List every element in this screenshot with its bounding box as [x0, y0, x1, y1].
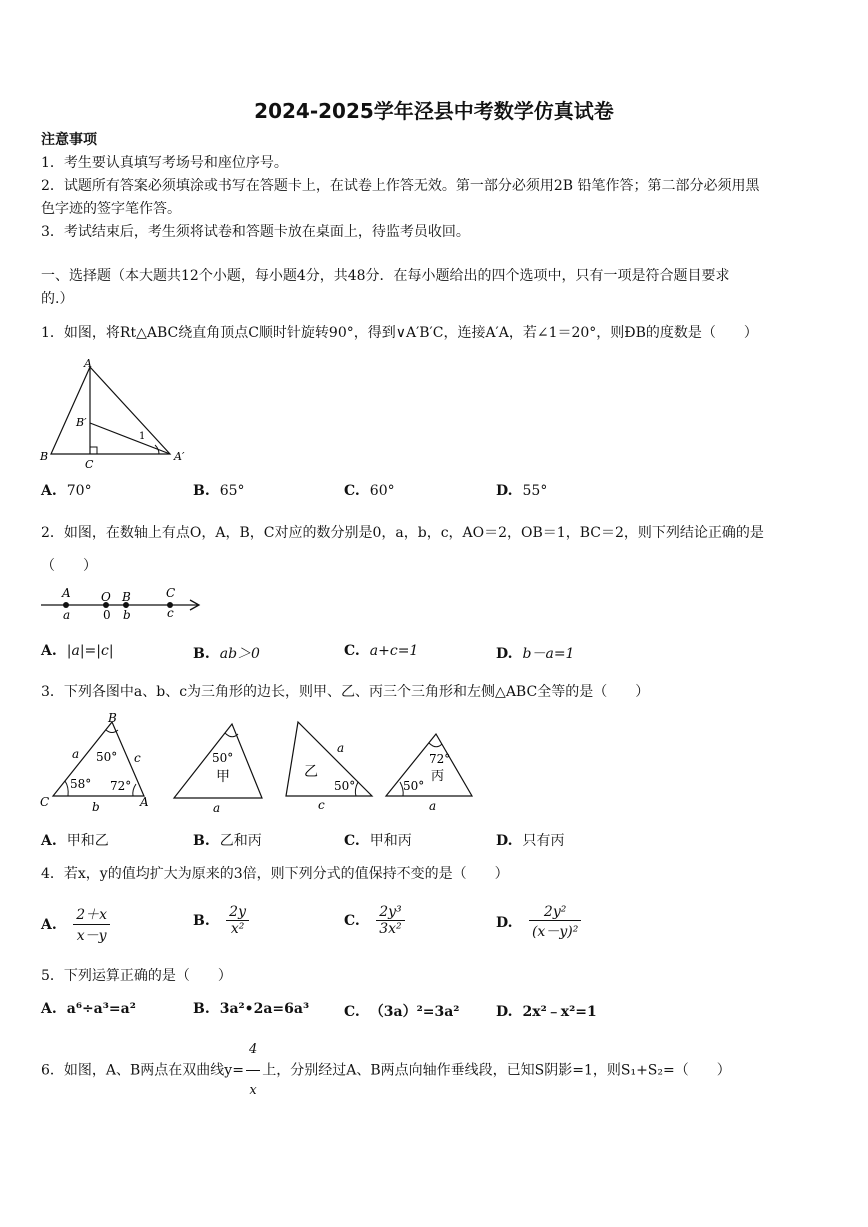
q3-jia-label: 甲: [216, 769, 230, 785]
q5-option-d[interactable]: D. 2x²﹣x²=1: [496, 1004, 597, 1020]
q3-side-a: a: [72, 747, 80, 761]
q1-options: [41, 483, 831, 507]
q3-angle-58: 58°: [70, 777, 92, 791]
q1-label-a: A: [84, 357, 92, 370]
q3-label-b: B: [108, 711, 117, 725]
q5-stem: 5．下列运算正确的是（ ）: [41, 968, 232, 984]
exam-title: 2024-2025学年泾县中考数学仿真试卷: [254, 99, 614, 123]
q3-stem: 3．下列各图中a、b、c为三角形的边长，则甲、乙、丙三个三角形和左侧△ABC全等的是（ ）: [41, 684, 650, 700]
q2-label-b-point: B: [122, 590, 131, 604]
q3-options: [41, 830, 831, 854]
notice-item: 1．考生要认真填写考场号和座位序号。: [41, 155, 288, 171]
q3-label-c: C: [40, 795, 50, 809]
q2-label-o-point: O: [101, 590, 111, 604]
notice-item: 3．考试结束后，考生须将试卷和答题卡放在桌面上，待监考员收回。: [41, 224, 470, 240]
q2-option-c[interactable]: C. a+c=1: [344, 643, 419, 659]
q1-label-b: B: [40, 450, 49, 463]
q2-options: [41, 643, 831, 667]
q1-option-b[interactable]: B. 65°: [193, 483, 245, 499]
q2-label-a-point: A: [62, 586, 71, 600]
q6-stem: 6．如图，A、B两点在双曲线y= $\frac{4}{x}$ 上，分别经过A、B两点向轴作垂线段，已知S阴影=1，则S₁+S₂=（ ）: [41, 1030, 831, 1111]
q3-angle-72: 72°: [110, 779, 132, 793]
q3-bing-angle-50: 50°: [403, 779, 425, 793]
q2-value-zero: 0: [103, 608, 111, 622]
q2-value-a: a: [63, 608, 71, 622]
q3-bing-angle-72: 72°: [429, 752, 451, 766]
q3-option-d[interactable]: D. 只有丙: [496, 833, 565, 849]
q3-bing-label: 丙: [431, 769, 445, 784]
q1-label-angle1: 1: [139, 431, 146, 442]
q3-yi-label: 乙: [304, 764, 318, 780]
q3-figures: [38, 708, 478, 818]
q2-option-b[interactable]: B. ab＞0: [193, 646, 260, 662]
q2-option-d[interactable]: D. b－a=1: [496, 646, 575, 662]
q2-stem: 2．如图，在数轴上有点O，A，B，C对应的数分别是0，a，b，c，AO＝2，OB＝1，BC＝2，则下列结论正确的是: [41, 525, 764, 541]
q3-triangle-yi: [286, 722, 372, 796]
q5-options: [41, 1001, 831, 1025]
section-heading-line1: 一、选择题（本大题共12个小题，每小题4分，共48分．在每小题给出的四个选项中，只有一项是符合题目要求: [41, 268, 730, 284]
q3-yi-angle: 50°: [334, 779, 356, 793]
q1-label-c: C: [85, 458, 94, 471]
q1-label-bprime: B′: [76, 416, 87, 429]
notice-item: 2．试题所有答案必须填涂或书写在答题卡上，在试卷上作答无效。第一部分必须用2B 铅笔作答；第二部分必须用黑: [41, 178, 760, 194]
q2-option-a[interactable]: A. |a|=|c|: [41, 643, 114, 659]
q2-value-b: b: [123, 608, 131, 622]
q2-number-line: [38, 585, 208, 625]
q3-side-b: b: [92, 800, 100, 814]
q5-option-b[interactable]: B. 3a²•2a=6a³: [193, 1001, 310, 1017]
q3-angle-50: 50°: [96, 750, 118, 764]
q1-option-c[interactable]: C. 60°: [344, 483, 395, 499]
q4-option-b[interactable]: B. $\frac{2y}{\text{x²}}$: [193, 904, 251, 937]
q3-option-a[interactable]: A. 甲和乙: [41, 833, 109, 849]
q3-label-a: A: [140, 795, 149, 809]
q3-yi-side-a: a: [337, 741, 345, 755]
q2-stem-paren: （ ）: [41, 558, 97, 574]
section-heading-line2: 的.）: [41, 291, 74, 307]
q3-option-c[interactable]: C. 甲和丙: [344, 833, 412, 849]
q1-label-aprime: A′: [174, 450, 185, 463]
q4-stem: 4．若x，y的值均扩大为原来的3倍，则下列分式的值保持不变的是（ ）: [41, 866, 509, 882]
q3-jia-angle: 50°: [212, 751, 234, 765]
q1-stem: 1．如图，将Rt△ABC绕直角顶点C顺时针旋转90°，得到∨A′B′C，连接A′A，若∠1＝20°，则ÐB的度数是（ ）: [41, 325, 758, 341]
q5-option-c[interactable]: C. （3a）²=3a²: [344, 1004, 460, 1020]
q2-value-c: c: [167, 606, 174, 620]
q1-option-d[interactable]: D. 55°: [496, 483, 548, 499]
q1-triangle: [51, 367, 170, 454]
q3-bing-side: a: [429, 799, 437, 813]
q2-label-c-point: C: [166, 586, 176, 600]
q1-figure: [35, 355, 205, 473]
q3-yi-side-c: c: [318, 798, 325, 812]
q4-option-d[interactable]: D. $\frac{\text{2y²}}{\text{(x－y)²}}$: [496, 904, 583, 941]
q4-option-a[interactable]: A. $\frac{2+x}{x-y}$: [41, 904, 112, 945]
notice-heading: 注意事项: [41, 132, 97, 148]
q1-option-a[interactable]: A. 70°: [41, 483, 92, 499]
notice-item: 色字迹的签字笔作答。: [41, 201, 181, 217]
q3-jia-side: a: [213, 801, 221, 815]
q4-options: [41, 902, 831, 948]
q3-side-c: c: [134, 751, 141, 765]
q4-option-c[interactable]: C. $\frac{\text{2y³}}{\text{3x²}}$: [344, 904, 407, 937]
q3-option-b[interactable]: B. 乙和丙: [193, 833, 262, 849]
q5-option-a[interactable]: A. a⁶÷a³=a²: [41, 1001, 136, 1017]
